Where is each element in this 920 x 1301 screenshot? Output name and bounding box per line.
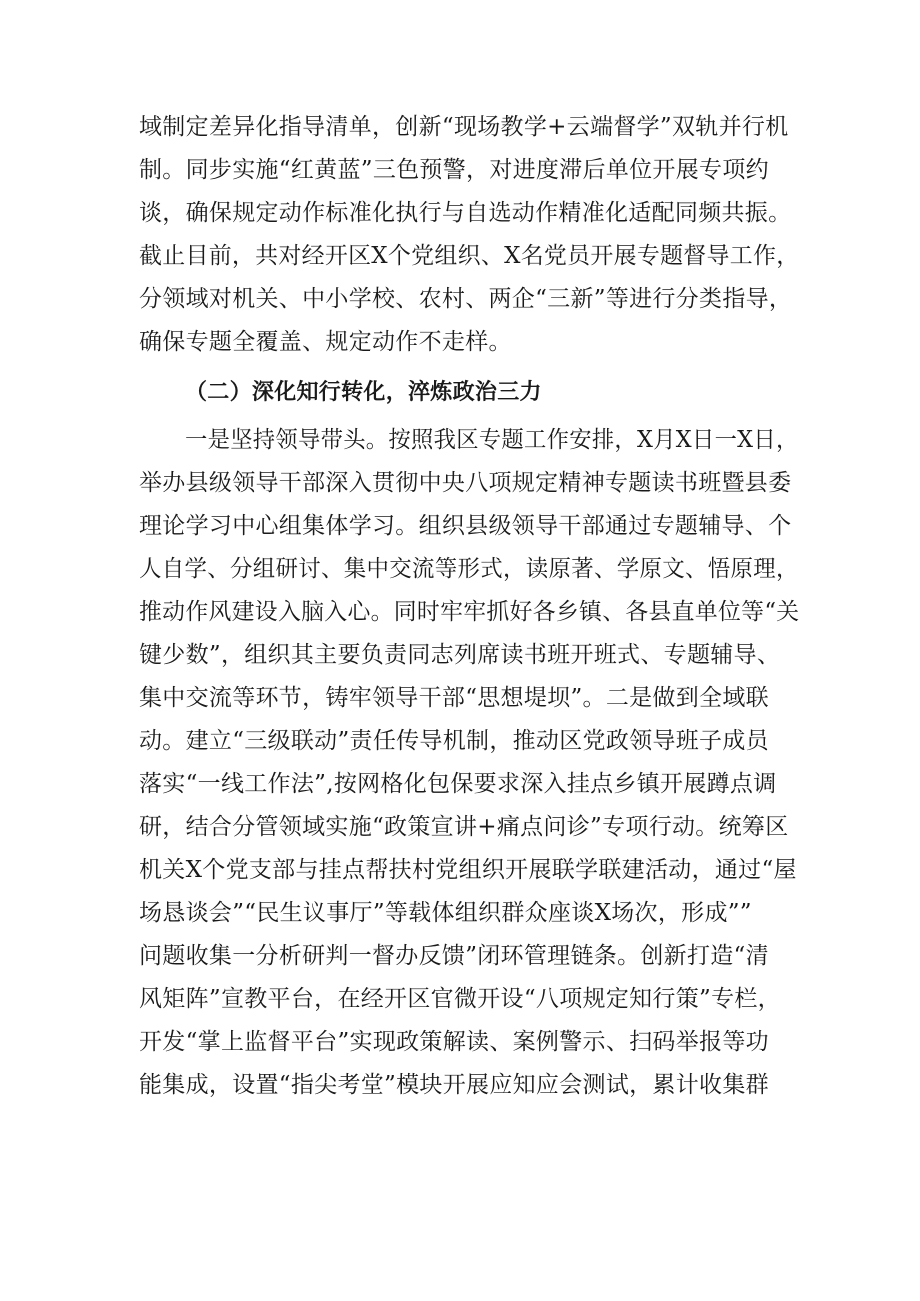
text-line: 人自学、分组研讨、集中交流等形式，读原著、学原文、悟原理，: [139, 556, 799, 582]
text-line: 谈，确保规定动作标准化执行与自选动作精准化适配同频共振。: [139, 200, 792, 226]
text-line: 确保专题全覆盖、规定动作不走样。: [139, 329, 512, 355]
text-line: 分领域对机关、中小学校、农村、两企“三新”等进行分类指导，: [139, 286, 793, 312]
text-line: 举办县级领导干部深入贯彻中央八项规定精神专题读书班暨县委: [139, 470, 792, 496]
text-line: 动。建立“三级联动”责任传导机制，推动区党政领导班子成员: [139, 728, 769, 754]
section-heading: （二）深化知行转化，淬炼政治三力: [185, 380, 542, 405]
text-line: 机关X个党支部与挂点帮扶村党组织开展联学联建活动，通过“屋: [139, 857, 797, 883]
text-line: 问题收集一分析研判一督办反馈”闭环管理链条。创新打造“清: [139, 943, 769, 969]
text-line: 制。同步实施“红黄蓝”三色预警，对进度滞后单位开展专项约: [139, 157, 769, 183]
text-line: 集中交流等环节，铸牢领导干部“思想堤坝”。二是做到全域联: [139, 685, 769, 711]
text-line: 域制定差异化指导清单，创新“现场教学+云端督学”双轨并行机: [139, 114, 789, 140]
text-line: 一是坚持领导带头。按照我区专题工作安排，X月X日一X日，: [185, 427, 799, 453]
text-line: 能集成，设置“指尖考堂”模块开展应知应会测试，累计收集群: [139, 1072, 769, 1098]
text-line: 场恳谈会”“民生议事厅”等载体组织群众座谈X场次，形成””: [139, 900, 752, 926]
text-line: 开发“掌上监督平台”实现政策解读、案例警示、扫码举报等功: [139, 1029, 769, 1055]
text-line: 推动作风建设入脑入心。同时牢牢抓好各乡镇、各县直单位等“关: [139, 599, 800, 625]
text-line: 截止目前，共对经开区X个党组织、X名党员开展专题督导工作，: [139, 243, 800, 269]
text-line: 研，结合分管领域实施“政策宣讲+痛点问诊”专项行动。统筹区: [139, 814, 789, 840]
text-line: 理论学习中心组集体学习。组织县级领导干部通过专题辅导、个: [139, 513, 792, 539]
text-line: 落实“一线工作法”,按网格化包保要求深入挂点乡镇开展蹲点调: [139, 771, 777, 797]
text-line: 风矩阵”宣教平台，在经开区官微开设“八项规定知行策”专栏，: [139, 986, 781, 1012]
text-line: 键少数”，组织其主要负责同志列席读书班开班式、专题辅导、: [139, 642, 781, 668]
